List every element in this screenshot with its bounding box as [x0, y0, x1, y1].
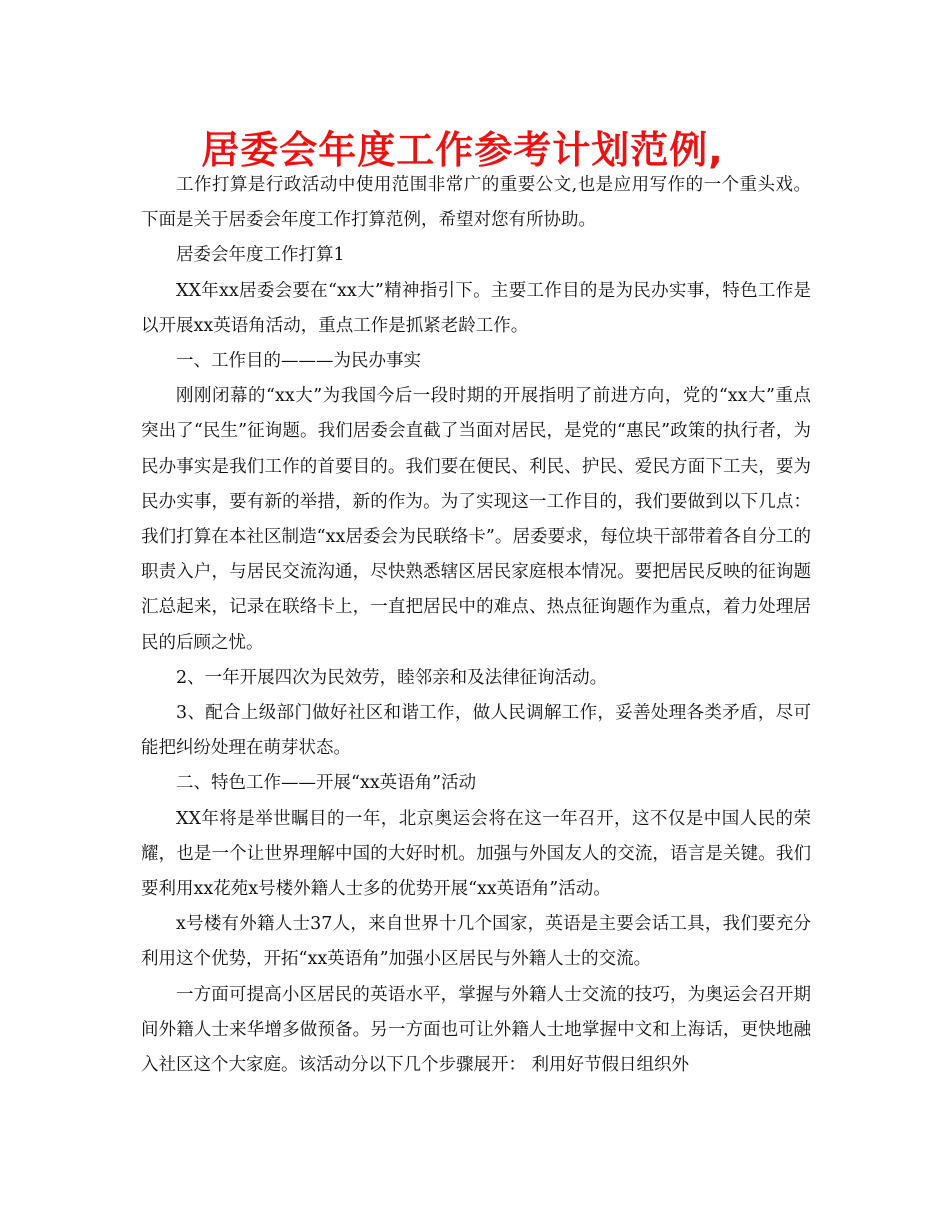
paragraph-overview: XX年xx居委会要在“xx大”精神指引下。主要工作目的是为民办实事，特色工作是以开展xx英语角活动，重点工作是抓紧老龄工作。 [141, 280, 811, 336]
paragraph-goal-details: 刚刚闭幕的“xx大”为我国今后一段时期的开展指明了前进方向，党的“xx大”重点突出了“民生”征询题。我们居委会直截了当面对居民，是党的“惠民”政策的执行者，为民办事实是我们工作的首要目的。我们要在便民、利民、护民、爱民方面下工夫，要为民办实事，要有新的举措，新的作为。为了实现这一工作目的，我们要做到以下几点： 我们打算在本社区制造“xx居委会为民联络卡”。居委要求，每位块干部带着各自分工的职责入户，与居民交流沟通，尽快熟悉辖区居民家庭根本情况。要把居民反映的征询题汇总起来，记录在联络卡上，一直把居民中的难点、热点征询题作为重点，着力处理居民的后顾之忧。 [141, 386, 811, 653]
paragraph-benefits: 一方面可提高小区居民的英语水平，掌握与外籍人士交流的技巧，为奥运会召开期间外籍人士来华增多做预备。另一方面也可让外籍人士地掌握中文和上海话，更快地融入社区这个大家庭。该活动分以下几个步骤展开： 利用好节假日组织外 [141, 984, 811, 1076]
paragraph-item-three: 3、配合上级部门做好社区和谐工作，做人民调解工作，妥善处理各类矛盾，尽可能把纠纷处理在萌芽状态。 [141, 703, 811, 759]
paragraph-section-heading: 居委会年度工作打算1 [176, 245, 345, 266]
paragraph-heading-two: 二、特色工作——开展“xx英语角”活动 [176, 773, 477, 794]
paragraph-item-two: 2、一年开展四次为民效劳，睦邻亲和及法律征询活动。 [176, 667, 608, 688]
paragraph-olympics: XX年将是举世瞩目的一年，北京奥运会将在这一年召开，这不仅是中国人民的荣耀，也是一个让世界理解中国的大好时机。加强与外国友人的交流，语言是关键。我们要利用xx花苑x号楼外籍人士多的优势开展“xx英语角”活动。 [141, 808, 811, 900]
document-title: 居委会年度工作参考计划范例, [201, 128, 724, 172]
paragraph-intro: 工作打算是行政活动中使用范围非常广的重要公文,也是应用写作的一个重头戏。下面是关于居委会年度工作打算范例，希望对您有所协助。 [141, 175, 811, 231]
paragraph-building: x号楼有外籍人士37人，来自世界十几个国家，英语是主要会话工具，我们要充分利用这个优势，开拓“xx英语角”加强小区居民与外籍人士的交流。 [141, 914, 811, 970]
paragraph-heading-one: 一、工作目的———为民办事实 [176, 351, 421, 372]
document-body [141, 168, 811, 1083]
